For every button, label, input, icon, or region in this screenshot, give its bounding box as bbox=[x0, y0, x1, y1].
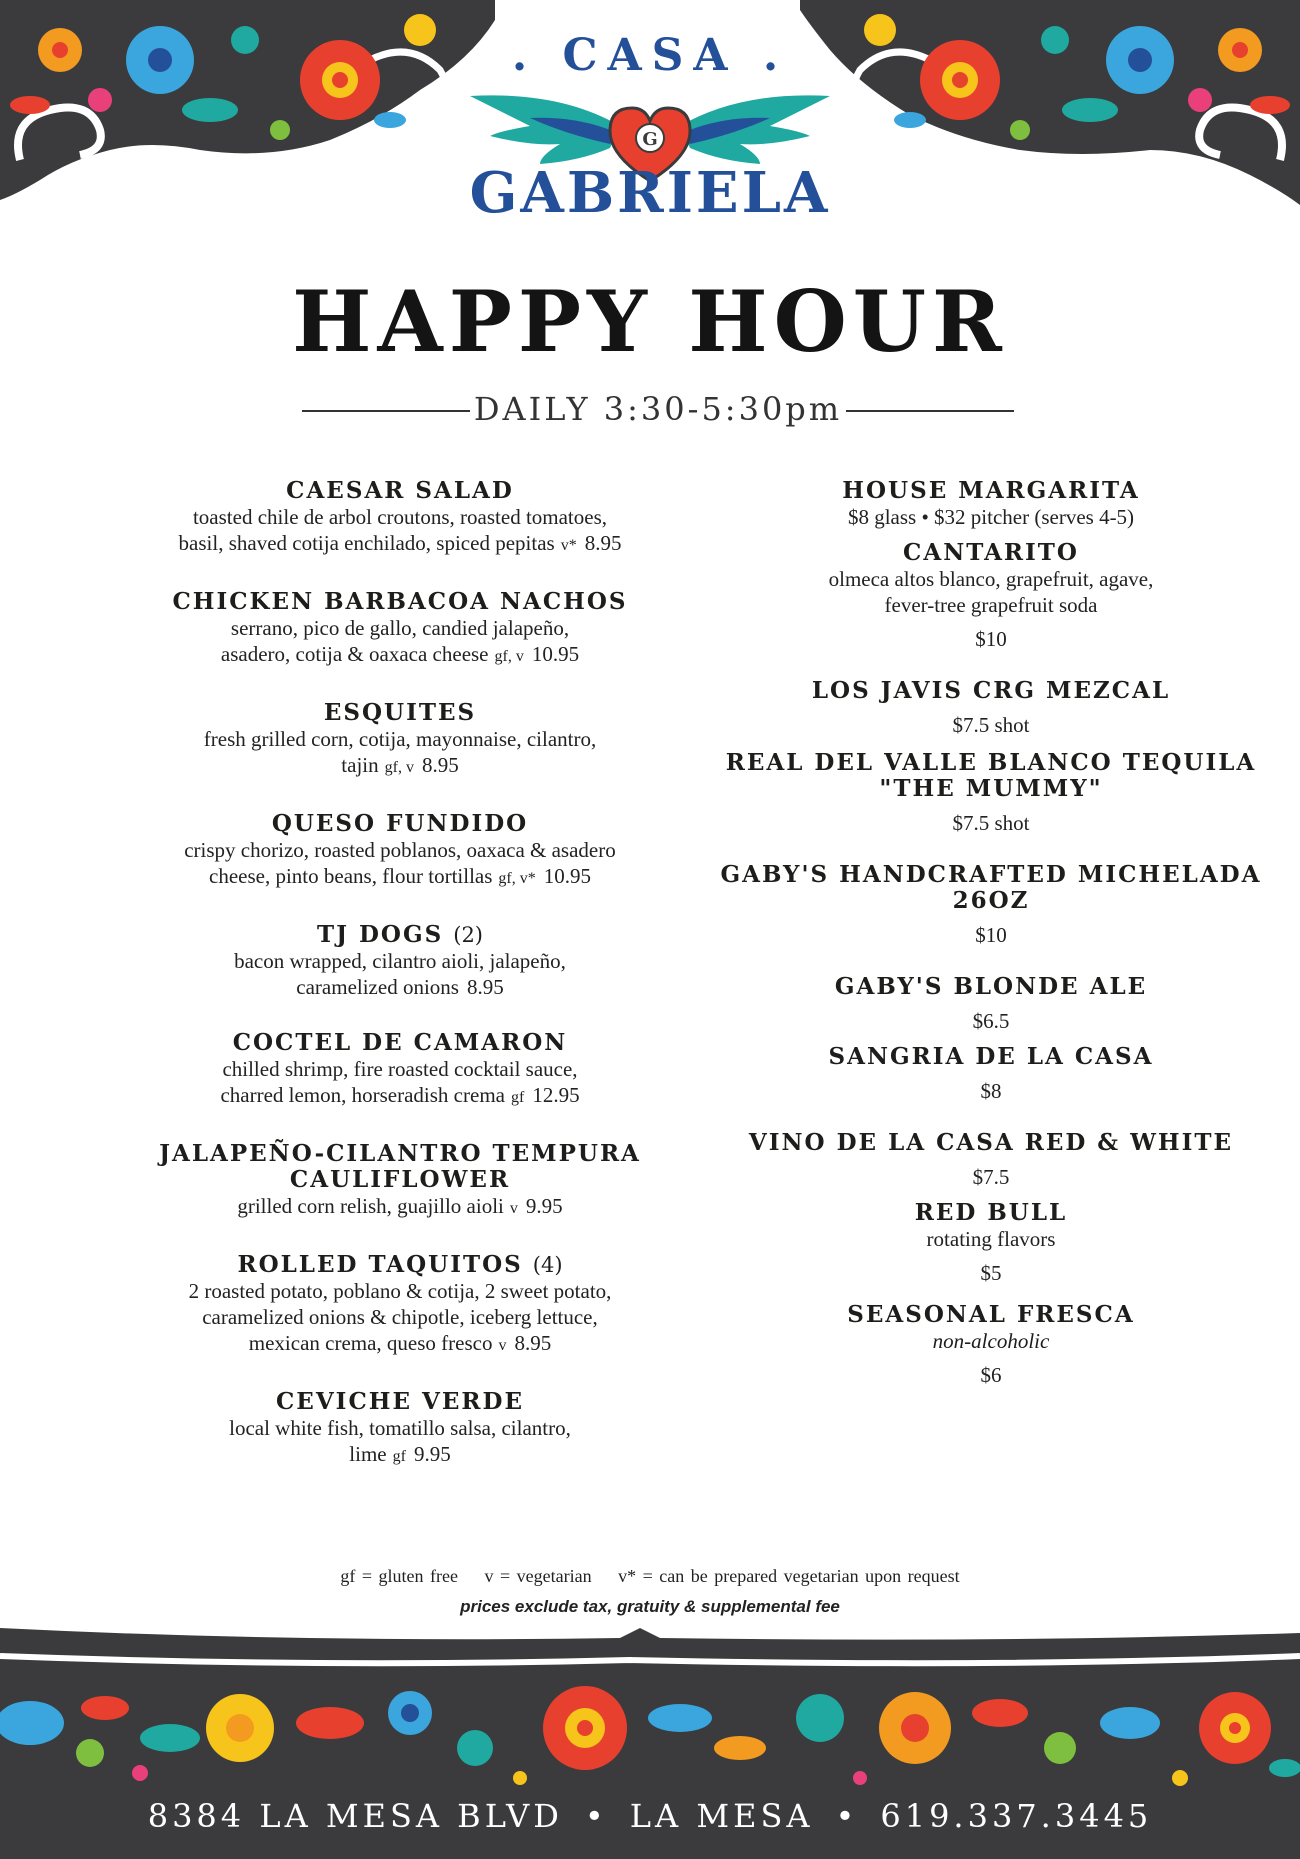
footer-separator: • bbox=[584, 1797, 608, 1835]
footer-street: 8384 LA MESA BLVD bbox=[147, 1797, 563, 1835]
drink-item bbox=[700, 974, 1282, 1034]
food-item-title: COCTEL DE CAMARON bbox=[232, 1029, 568, 1056]
food-item bbox=[115, 811, 685, 892]
drink-item-description: olmeca altos blanco, grapefruit, agave, bbox=[828, 567, 1154, 591]
food-item-price: 8.95 bbox=[466, 975, 504, 999]
food-item-description-text: basil, shaved cotija enchilado, spiced pepitas bbox=[178, 531, 555, 555]
drink-item-price: $7.5 shot bbox=[952, 713, 1030, 737]
food-item-description: local white fish, tomatillo salsa, cilantro, bbox=[229, 1416, 571, 1440]
drink-item bbox=[700, 1302, 1282, 1388]
drink-item-name: CANTARITO bbox=[903, 539, 1079, 566]
page-title: HAPPY HOUR bbox=[292, 272, 1008, 371]
food-item-title: ROLLED TAQUITOS bbox=[237, 1251, 523, 1278]
food-item-price: 8.95 bbox=[421, 753, 459, 777]
heart-letter: G bbox=[642, 129, 658, 150]
food-item-description: fresh grilled corn, cotija, mayonnaise, cilantro, bbox=[203, 727, 597, 751]
food-item-description-last bbox=[115, 1082, 685, 1111]
food-item-title: QUESO FUNDIDO bbox=[271, 810, 529, 837]
food-item-description: crispy chorizo, roasted poblanos, oaxaca & asadero bbox=[184, 838, 616, 862]
drink-item bbox=[700, 540, 1282, 652]
food-item-description-last bbox=[115, 1441, 685, 1470]
food-item-description: chilled shrimp, fire roasted cocktail sauce, bbox=[222, 1057, 578, 1081]
drink-item-price: $10 bbox=[975, 923, 1007, 947]
food-item-description: serrano, pico de gallo, candied jalapeño, bbox=[230, 616, 570, 640]
drink-item-note: non-alcoholic bbox=[932, 1329, 1050, 1353]
food-item-description-text: charred lemon, horseradish crema bbox=[220, 1083, 505, 1107]
dietary-legend bbox=[0, 1566, 1300, 1587]
drink-item bbox=[700, 678, 1282, 738]
food-item-name bbox=[115, 589, 685, 615]
food-item-description-last bbox=[115, 1330, 685, 1359]
food-item-description-last bbox=[115, 1193, 685, 1222]
drink-item-description: rotating flavors bbox=[926, 1227, 1056, 1251]
drink-item-price: $7.5 bbox=[972, 1165, 1010, 1189]
footer-city: LA MESA bbox=[629, 1797, 814, 1835]
food-item-price: 12.95 bbox=[532, 1083, 580, 1107]
food-item-title: JALAPEÑO-CILANTRO TEMPURA CAULIFLOWER bbox=[159, 1140, 641, 1193]
food-item-description-last bbox=[115, 530, 685, 559]
food-item-name bbox=[115, 478, 685, 504]
food-item-title: ESQUITES bbox=[323, 699, 477, 726]
footer-separator: • bbox=[835, 1797, 859, 1835]
food-item bbox=[115, 700, 685, 781]
food-item-description: bacon wrapped, cilantro aioli, jalapeño, bbox=[234, 949, 566, 973]
food-item-description: 2 roasted potato, poblano & cotija, 2 sweet potato, bbox=[188, 1279, 612, 1303]
food-item-name bbox=[115, 1252, 685, 1278]
drink-item bbox=[700, 862, 1282, 948]
food-item-price: 10.95 bbox=[543, 864, 591, 888]
food-item-name bbox=[115, 700, 685, 726]
drink-item-name: VINO DE LA CASA RED & WHITE bbox=[748, 1129, 1234, 1156]
drink-item-price: $8 bbox=[980, 1079, 1002, 1103]
footer-phone[interactable]: 619.337.3445 bbox=[880, 1797, 1153, 1835]
food-item-name bbox=[115, 1389, 685, 1415]
dietary-tag: gf, v bbox=[494, 648, 524, 665]
drink-item-name: HOUSE MARGARITA bbox=[842, 477, 1140, 504]
casa-gabriela-logo bbox=[450, 28, 850, 228]
food-item-description-text: tajin bbox=[341, 753, 379, 777]
hours-text: DAILY 3:30-5:30pm bbox=[473, 390, 843, 428]
prices-note: prices exclude tax, gratuity & supplemental fee bbox=[460, 1597, 840, 1616]
drink-item-price: $7.5 shot bbox=[952, 811, 1030, 835]
logo-gabriela-text: GABRIELA bbox=[469, 160, 831, 226]
dietary-tag: v* bbox=[560, 537, 577, 554]
food-item bbox=[115, 922, 685, 1000]
drink-item-price: $5 bbox=[980, 1261, 1002, 1285]
drink-item-price: $6.5 bbox=[972, 1009, 1010, 1033]
food-item-description-last bbox=[115, 863, 685, 892]
hours-row bbox=[0, 390, 1300, 430]
food-item bbox=[115, 1141, 685, 1222]
drink-item-name: LOS JAVIS CRG MEZCAL bbox=[811, 677, 1171, 704]
drink-item bbox=[700, 750, 1282, 836]
drink-item-price: $10 bbox=[975, 627, 1007, 651]
food-item-description-text: mexican crema, queso fresco bbox=[248, 1331, 493, 1355]
food-item bbox=[115, 1389, 685, 1470]
food-item-description-text: asadero, cotija & oaxaca cheese bbox=[220, 642, 489, 666]
food-item-name bbox=[115, 922, 685, 948]
drinks-menu-column bbox=[700, 478, 1282, 1388]
drink-item-name: SEASONAL FRESCA bbox=[847, 1301, 1135, 1328]
drink-item-name: GABY'S HANDCRAFTED MICHELADA 26OZ bbox=[720, 861, 1262, 914]
drink-item bbox=[700, 1200, 1282, 1286]
food-item-title: CHICKEN BARBACOA NACHOS bbox=[172, 588, 628, 615]
food-item-description-text: lime bbox=[349, 1442, 387, 1466]
food-item-price: 10.95 bbox=[531, 642, 580, 666]
food-item-name bbox=[115, 811, 685, 837]
food-item-price: 9.95 bbox=[413, 1442, 451, 1466]
food-item-description: caramelized onions & chipotle, iceberg lettuce, bbox=[202, 1305, 598, 1329]
drink-item bbox=[700, 1044, 1282, 1104]
food-item-description-text: grilled corn relish, guajillo aioli bbox=[237, 1194, 504, 1218]
logo-casa-text: . CASA . bbox=[511, 30, 789, 81]
dietary-tag: v bbox=[509, 1200, 518, 1217]
legend-vegetarian: v = vegetarian bbox=[484, 1566, 592, 1586]
food-item bbox=[115, 589, 685, 670]
dietary-tag: gf bbox=[510, 1089, 525, 1106]
drink-item-name: RED BULL bbox=[914, 1199, 1068, 1226]
food-item bbox=[115, 478, 685, 559]
food-item-title: CAESAR SALAD bbox=[286, 477, 514, 504]
food-item bbox=[115, 1030, 685, 1111]
food-menu-column bbox=[115, 478, 685, 1500]
footer-address bbox=[0, 1797, 1300, 1835]
drink-item-name: GABY'S BLONDE ALE bbox=[834, 973, 1148, 1000]
food-item bbox=[115, 1252, 685, 1359]
hours-divider-right bbox=[846, 410, 1014, 412]
drink-item-price: $6 bbox=[980, 1363, 1002, 1387]
food-item-description-last bbox=[115, 974, 685, 1000]
food-item-count: (4) bbox=[532, 1253, 563, 1277]
drink-item-name: REAL DEL VALLE BLANCO TEQUILA "THE MUMMY" bbox=[725, 749, 1257, 802]
legend-vegetarian-on-request: v* = can be prepared vegetarian upon request bbox=[618, 1566, 960, 1586]
food-item-count: (2) bbox=[453, 923, 483, 947]
food-item-title: CEVICHE VERDE bbox=[276, 1388, 524, 1415]
hours-divider-left bbox=[302, 410, 470, 412]
drink-item-description: $8 glass • $32 pitcher (serves 4-5) bbox=[847, 505, 1135, 529]
food-item-name bbox=[115, 1030, 685, 1056]
food-item-name bbox=[115, 1141, 685, 1193]
dietary-tag: v bbox=[498, 1337, 507, 1354]
food-item-description-text: cheese, pinto beans, flour tortillas bbox=[209, 864, 493, 888]
legend-gluten-free: gf = gluten free bbox=[340, 1566, 458, 1586]
food-item-description-last bbox=[115, 752, 685, 781]
drink-item-name: SANGRIA DE LA CASA bbox=[828, 1043, 1154, 1070]
drink-item-description: fever-tree grapefruit soda bbox=[884, 593, 1098, 617]
dietary-tag: gf, v* bbox=[498, 870, 536, 887]
food-item-description-text: caramelized onions bbox=[296, 975, 459, 999]
food-item-price: 8.95 bbox=[514, 1331, 552, 1355]
drink-item bbox=[700, 1130, 1282, 1190]
dietary-tag: gf bbox=[392, 1448, 406, 1465]
food-item-description-last bbox=[115, 641, 685, 670]
food-item-price: 8.95 bbox=[584, 531, 622, 555]
food-item-price: 9.95 bbox=[525, 1194, 563, 1218]
food-item-title: TJ DOGS bbox=[316, 921, 444, 948]
drink-item bbox=[700, 478, 1282, 530]
food-item-description: toasted chile de arbol croutons, roasted tomatoes, bbox=[192, 505, 608, 529]
dietary-tag: gf, v bbox=[384, 759, 414, 776]
